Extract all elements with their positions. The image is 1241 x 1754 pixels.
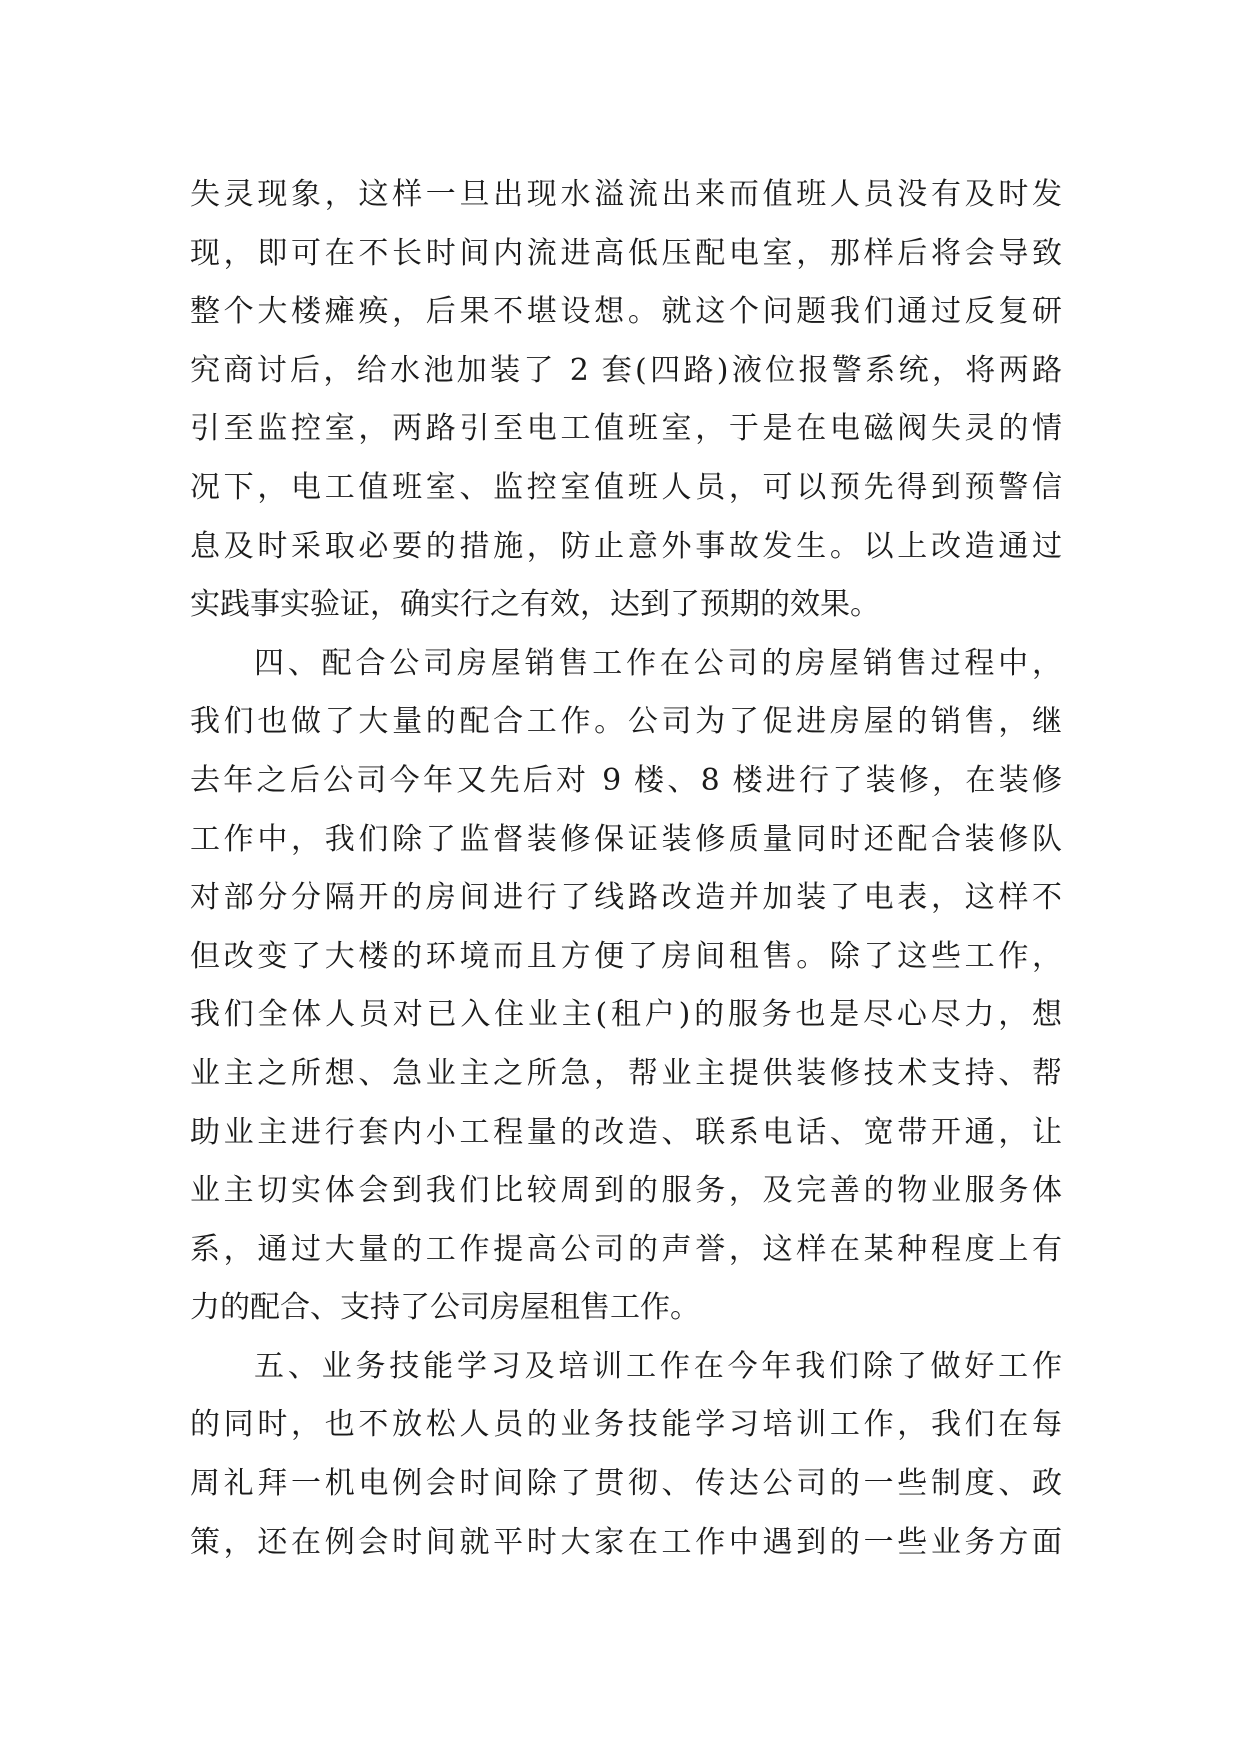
text-line: 去年之后公司今年又先后对 9 楼、8 楼进行了装修，在装修	[190, 762, 1062, 798]
text-line: 究商讨后，给水池加装了 2 套(四路)液位报警系统，将两路	[190, 352, 1062, 388]
text-line: 的同时，也不放松人员的业务技能学习培训工作，我们在每	[190, 1407, 1062, 1443]
text-line: 周礼拜一机电例会时间除了贯彻、传达公司的一些制度、政	[190, 1466, 1062, 1502]
text-line: 引至监控室，两路引至电工值班室，于是在电磁阀失灵的情	[190, 411, 1062, 447]
text-line: 四、配合公司房屋销售工作在公司的房屋销售过程中，	[254, 645, 1062, 681]
text-line: 系，通过大量的工作提高公司的声誉，这样在某种程度上有	[190, 1231, 1062, 1267]
text-line: 实践事实验证，确实行之有效，达到了预期的效果。	[190, 587, 880, 623]
text-line: 但改变了大楼的环境而且方便了房间租售。除了这些工作，	[190, 938, 1062, 974]
text-line: 业主切实体会到我们比较周到的服务，及完善的物业服务体	[190, 1173, 1062, 1209]
document-body	[190, 166, 1062, 1572]
text-line: 工作中，我们除了监督装修保证装修质量同时还配合装修队	[190, 821, 1062, 857]
text-line: 五、业务技能学习及培训工作在今年我们除了做好工作	[254, 1348, 1062, 1384]
text-line: 力的配合、支持了公司房屋租售工作。	[190, 1290, 700, 1326]
text-line: 现，即可在不长时间内流进高低压配电室，那样后将会导致	[190, 235, 1062, 271]
text-line: 整个大楼瘫痪，后果不堪设想。就这个问题我们通过反复研	[190, 294, 1062, 330]
text-line: 失灵现象，这样一旦出现水溢流出来而值班人员没有及时发	[190, 177, 1062, 212]
text-line: 我们也做了大量的配合工作。公司为了促进房屋的销售，继	[190, 704, 1062, 740]
text-line: 对部分分隔开的房间进行了线路改造并加装了电表，这样不	[190, 880, 1062, 916]
text-line: 况下，电工值班室、监控室值班人员，可以预先得到预警信	[190, 469, 1062, 505]
text-line: 息及时采取必要的措施，防止意外事故发生。以上改造通过	[190, 528, 1062, 564]
text-line: 策，还在例会时间就平时大家在工作中遇到的一些业务方面	[190, 1524, 1062, 1560]
text-line: 助业主进行套内小工程量的改造、联系电话、宽带开通，让	[190, 1114, 1062, 1150]
text-line: 我们全体人员对已入住业主(租户)的服务也是尽心尽力，想	[190, 997, 1062, 1033]
text-line: 业主之所想、急业主之所急，帮业主提供装修技术支持、帮	[190, 1055, 1062, 1091]
